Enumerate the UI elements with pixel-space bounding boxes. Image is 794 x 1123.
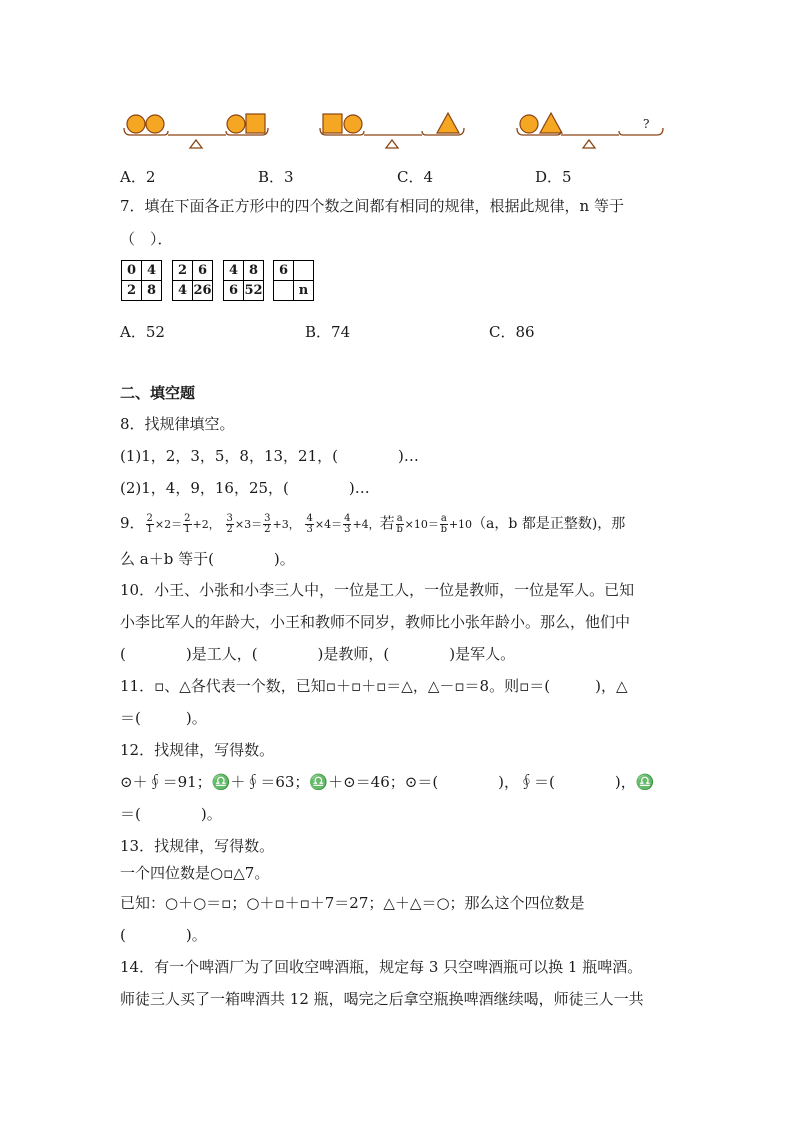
option-b[interactable]: B．74 — [305, 323, 351, 341]
circle-icon — [520, 115, 538, 133]
square-cell: 4 — [173, 281, 193, 301]
fraction: $\frac{4}{3}$ — [306, 512, 313, 535]
question-8-line-2: (2)1，4，9，16，25，( )… — [120, 479, 370, 497]
option-c[interactable]: C．86 — [489, 323, 535, 341]
balance-beam — [517, 128, 663, 135]
question-10-line-3: ( )是工人，( )是教师，( )是军人。 — [120, 645, 516, 663]
square-cell: 2 — [173, 261, 193, 281]
question-8-stem: 8．找规律填空。 — [120, 415, 235, 433]
question-number: 9． — [120, 514, 145, 532]
question-13-line-2: 已知：○＋○＝▫；○＋▫＋▫＋7＝27；△＋△＝○；那么这个四位数是 — [120, 894, 585, 912]
square-cell: 6 — [274, 261, 294, 281]
fraction: $\frac{3}{2}$ — [226, 512, 233, 535]
fraction: $\frac{2}{1}$ — [184, 512, 191, 535]
question-8-line-1: (1)1，2，3，5，8，13，21，( )… — [120, 447, 419, 465]
square-cell: 52 — [244, 281, 264, 301]
square-cell: 6 — [224, 281, 244, 301]
question-12-line-1: ⊙＋∮＝91；♎＋∮＝63；♎＋⊙＝46；⊙＝( )，∮＝( )，♎ — [120, 773, 655, 791]
circle-icon — [127, 115, 145, 133]
option-a[interactable]: A．52 — [120, 323, 165, 341]
balance-fulcrum — [386, 140, 398, 148]
square-cell: 8 — [142, 281, 162, 301]
question-11-line-2: ＝( )。 — [120, 709, 207, 727]
question-13-line-1: 一个四位数是○▫△7。 — [120, 864, 270, 882]
number-square-4 — [273, 260, 314, 301]
question-10-line-2: 小李比军人的年龄大，小王和教师不同岁，教师比小张年龄小。那么，他们中 — [120, 613, 631, 631]
square-cell — [294, 261, 314, 281]
question-mark: ? — [643, 117, 650, 131]
square-cell: 4 — [142, 261, 162, 281]
number-square-2 — [172, 260, 213, 301]
question-14-line-1: 14．有一个啤酒厂为了回收空啤酒瓶，规定每 3 只空啤酒瓶可以换 1 瓶啤酒。 — [120, 958, 643, 976]
square-cell — [274, 281, 294, 301]
question-14-line-2: 师徒三人买了一箱啤酒共 12 瓶，喝完之后拿空瓶换啤酒继续喝，师徒三人一共 — [120, 990, 644, 1008]
section-heading: 二、填空题 — [120, 384, 196, 402]
number-square-3 — [223, 260, 264, 301]
square-cell: 4 — [224, 261, 244, 281]
question-9-line-2: 么 a＋b 等于( )。 — [120, 550, 295, 568]
square-icon — [246, 114, 265, 133]
question-13-line-3: ( )。 — [120, 926, 207, 944]
square-icon — [323, 114, 342, 133]
fraction: $\frac{3}{2}$ — [264, 512, 271, 535]
question-7-blank: （ ）． — [120, 230, 173, 248]
circle-icon — [146, 115, 164, 133]
square-cell: 26 — [193, 281, 213, 301]
option-a[interactable]: A．2 — [120, 168, 156, 186]
option-b[interactable]: B．3 — [258, 168, 294, 186]
square-cell: 0 — [122, 261, 142, 281]
triangle-icon — [540, 113, 562, 133]
balance-scale-2 — [318, 108, 468, 153]
option-c[interactable]: C．4 — [397, 168, 434, 186]
balance-scale-3 — [515, 108, 670, 153]
fraction: $\frac{2}{1}$ — [146, 512, 153, 535]
square-cell: 6 — [193, 261, 213, 281]
number-square-1 — [121, 260, 162, 301]
balance-fulcrum — [190, 140, 202, 148]
square-cell: 8 — [244, 261, 264, 281]
question-13-stem: 13．找规律，写得数。 — [120, 837, 275, 855]
square-cell: n — [294, 281, 314, 301]
fraction: $\frac{4}{3}$ — [344, 512, 351, 535]
question-12-stem: 12．找规律，写得数。 — [120, 741, 275, 759]
circle-icon — [344, 115, 362, 133]
question-9-line-1: 9． $\frac{2}{1}$ ×2＝ $\frac{2}{1}$ +2， $\frac{3}{2}$ ×3＝ $\frac{3}{2}$ +3， $\frac{4}{3}$ ×4＝ $\frac{4}{3}$ +4，若 $\frac{a}{b}$ ×10＝ $\frac{a}{b}$ +10（a，b 都是正整数)，那 — [120, 512, 626, 535]
triangle-icon — [437, 113, 459, 133]
question-10-line-1: 10．小王、小张和小李三人中，一位是工人，一位是教师，一位是军人。已知 — [120, 581, 635, 599]
circle-icon — [227, 115, 245, 133]
option-d[interactable]: D．5 — [535, 168, 572, 186]
question-11-line-1: 11．▫、△各代表一个数，已知▫＋▫＋▫＝△，△－▫＝8。则▫＝( )，△ — [120, 677, 628, 695]
square-cell: 2 — [122, 281, 142, 301]
balance-scale-1 — [122, 108, 272, 153]
balance-fulcrum — [583, 140, 595, 148]
fraction: $\frac{a}{b}$ — [396, 512, 403, 535]
question-12-line-2: ＝( )。 — [120, 805, 222, 823]
question-7-stem: 7．填在下面各正方形中的四个数之间都有相同的规律，根据此规律，n 等于 — [120, 197, 624, 215]
fraction: $\frac{a}{b}$ — [440, 512, 448, 535]
